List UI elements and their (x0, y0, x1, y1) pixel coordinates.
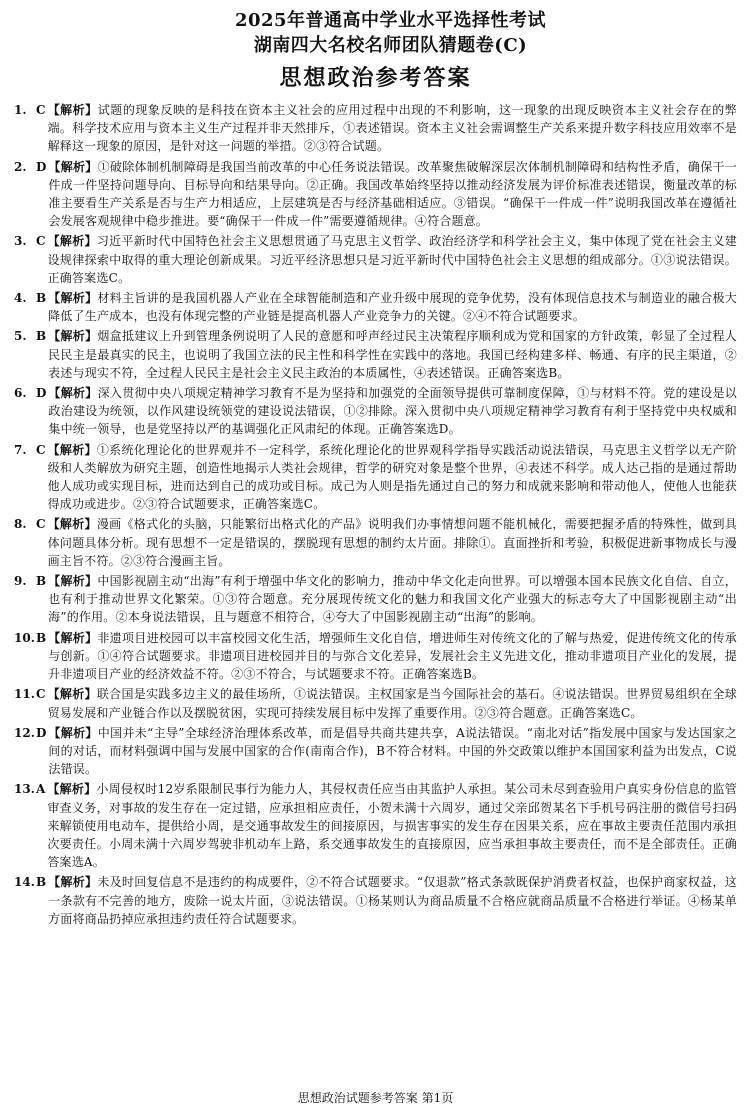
answer-item (14, 101, 737, 156)
answer-explanation (48, 232, 737, 287)
answer-number: 5. (14, 329, 27, 344)
answer-explanation (48, 327, 737, 382)
answer-explanation (48, 629, 737, 684)
answer-number: 13. (14, 782, 35, 797)
explanation-text: 试题的现象反映的是科技在资本主义社会的应用过程中出现的不利影响，这一现象的出现反映资本主义社会存在的弊端。科学技术应用与资本主义生产过程并非天然排斥，①表述错误。资本主义社会需调整生产关系来提升数字科技应用效率不是解释这一现象的原因，是针对这一问题的举措。②③符合试题。 (47, 103, 737, 154)
answer-key: A (36, 782, 46, 797)
answer-number: 10. (14, 630, 35, 645)
analysis-tag: 【解析】 (47, 234, 97, 249)
answer-number: 4. (14, 291, 27, 306)
answer-explanation (48, 101, 737, 156)
answer-key: C (36, 687, 46, 702)
answer-item (14, 873, 737, 928)
explanation-text: 小周侵权时12岁系限制民事行为能力人，其侵权责任应当由其监护人承担。某公司未尽到查验用户真实身份信息的监管审查义务，对事故的发生存在一定过错，应承担相应责任，小贺未满十六周岁，通过父亲邱贺某名下手机号码注册的微信号扫码来解锁使用电动车，提供给小周，是交通事故发生的间接原因，与损害事实的发生存在因果关系，应在事故主要责任范围内承担次要责任。小周未满十六周岁驾驶非机动车上路，系交通事故发生的直接原因，应当承担事故主要责任，而不是全部责任。正确答案选A。 (47, 782, 737, 870)
analysis-tag: 【解析】 (48, 329, 98, 344)
answer-key: B (36, 574, 47, 589)
explanation-text: 习近平新时代中国特色社会主义思想贯通了马克思主义哲学、政治经济学和科学社会主义，集中体现了党在社会主义建设规律探索中取得的重大理论创新成果。习近平经济思想只是习近平新时代中国特色社会主义思想的组成部分。①③说法错误。正确答案选C。 (47, 234, 737, 285)
analysis-tag: 【解析】 (47, 442, 97, 457)
answer-item (14, 289, 737, 325)
explanation-text: 中国并未“主导”全球经济治理体系改革，而是倡导共商共建共享，A说法错误。“南北对话”指发展中国家与发达国家之间的对话，而材料强调中国与发展中国家的合作(南南合作)，B不符合材料。中国的外交政策以维护本国国家利益为出发点，C说法错误。 (48, 725, 737, 777)
analysis-tag: 【解析】 (48, 875, 98, 890)
explanation-text: 烟盒抵建议上升到管理条例说明了人民的意愿和呼声经过民主决策程序顺利成为党和国家的方针政策，彰显了全过程人民民主是最真实的民主，也说明了我国立法的民主性和科学性在实践中的落地。我国已经构建多样、畅通、有序的民主渠道，②表述与现实不符，全过程人民民主是社会主义民主政治的本质属性，④表述错误。正确答案选B。 (48, 329, 737, 380)
answer-key: C (36, 103, 46, 117)
page-title: 思想政治参考答案 (279, 65, 472, 91)
explanation-text: 联合国是实践多边主义的最佳场所，①说法错误。主权国家是当今国际社会的基石。④说法错误。世界贸易组织在全球贸易发展和产业链合作以及摆脱贫困，实现可持续发展目标中发挥了重要作用。②③符合题意。正确答案选C。 (47, 687, 737, 720)
answer-item (14, 572, 737, 627)
explanation-text: 非遗项目进校园可以丰富校园文化生活，增强师生文化自信，增进师生对传统文化的了解与热爱，促进传统文化的传承与创新。①④符合试题要求。非遗项目进校园并目的与弥合文化差异，发展社会主义先进文化，推动非遗项目产业化的发展，提升非遗项目产业的经济效益不符。②③不符合，与试题要求不符。正确答案选B。 (48, 630, 737, 682)
answer-number: 12. (14, 725, 35, 740)
analysis-tag: 【解析】 (47, 103, 98, 117)
answer-key: C (36, 442, 46, 457)
answer-item (14, 724, 737, 779)
analysis-tag: 【解析】 (48, 291, 98, 306)
analysis-tag: 【解析】 (48, 159, 98, 174)
answer-number: 11. (14, 687, 35, 702)
answer-number: 14. (14, 875, 35, 890)
answer-item (14, 629, 737, 684)
analysis-tag: 【解析】 (48, 630, 98, 645)
answer-item (14, 158, 737, 231)
explanation-text: 材料主旨讲的是我国机器人产业在全球智能制造和产业升级中展现的竞争优势，没有体现信息技术与制造业的融合极大降低了生产成本，也没有体现完整的产业链是提高机器人产业竞争力的关键。②④不符合试题要求。 (48, 291, 737, 324)
answer-number: 3. (14, 234, 27, 249)
answer-explanation (48, 384, 737, 439)
answer-key: C (36, 517, 46, 532)
document-header (14, 8, 737, 93)
answer-number: 6. (14, 386, 27, 401)
answer-key: D (36, 386, 47, 401)
answer-explanation (48, 873, 737, 928)
exam-subtitle: 湖南四大名校名师团队猜题卷(C) (253, 35, 528, 56)
explanation-text: 未及时回复信息不是违约的构成要件，②不符合试题要求。“仅退款”格式条款既保护消费者权益，也保护商家权益，这一条款有不完善的地方，废除一说太片面，③说法错误。①杨某则认为商品质量不合格应就商品质量不合格进行举证。④杨某单方面将商品扔掉应承担违约责任符合试题要求。 (48, 875, 737, 926)
answer-explanation (48, 724, 737, 779)
answer-item (14, 441, 737, 514)
explanation-text: 中国影视剧主动“出海”有利于增强中华文化的影响力，推动中华文化走向世界。可以增强本国本民族文化自信、自立，也有利于推动世界文化繁荣。①③符合题意。充分展现传统文化的魅力和我国文化产业强大的标志夸大了中国影视剧主动“出海”的作用。②本身说法错误，且与题意不相符合，④夸大了中国影视剧主动“出海”的影响。 (48, 574, 737, 625)
answer-item (14, 780, 737, 871)
answer-key: B (36, 329, 47, 344)
answer-list (14, 101, 737, 928)
answer-explanation (48, 158, 737, 231)
exam-title: 2025年普通高中学业水平选择性考试 (234, 10, 547, 31)
answer-key: C (36, 234, 46, 249)
answer-key: B (36, 291, 47, 306)
analysis-tag: 【解析】 (47, 517, 97, 532)
explanation-text: 漫画《格式化的头脑，只能繁衍出格式化的产品》说明我们办事情想问题不能机械化，需要把握矛盾的特殊性，做到具体问题具体分析。现有思想不一定是错误的，摆脱现有思想的制约太片面。排除①。直面挫折和考验，积极促进新事物成长与漫画主旨不符。②③符合漫画主旨。 (47, 517, 737, 568)
explanation-text: 深入贯彻中央八项规定精神学习教育不是为坚持和加强党的全面领导提供可靠制度保障，①与材料不符。党的建设是以政治建设为统领，以作风建设统领党的建设说法错误，①②排除。深入贯彻中央八项规定精神学习教育有利于坚持党中央权威和集中统一领导，也是党坚持以严的基调强化正风肃纪的体现。正确答案选D。 (48, 386, 737, 437)
answer-item (14, 327, 737, 382)
answer-explanation (47, 780, 737, 871)
answer-number: 8. (14, 517, 27, 532)
analysis-tag: 【解析】 (48, 574, 98, 589)
analysis-tag: 【解析】 (47, 687, 97, 702)
answer-item (14, 232, 737, 287)
answer-explanation (48, 685, 737, 721)
explanation-text: ①破除体制机制障碍是我国当前改革的中心任务说法错误。改革聚焦破解深层次体制机制障碍和结构性矛盾，确保干一件成一件坚持问题导向、目标导向和结果导向。②正确。我国改革始终坚持以推动经济发展为评价标准表述错误，衡量改革的标准主要看生产关系是否与生产力相适应，上层建筑是否与经济基础相适应。③错误。“确保干一件成一件”说明我国改革在遵循社会发展客观规律中稳步推进。要“确保干一件成一件”需要遵循规律。④符合题意。 (48, 159, 737, 229)
answer-number: 7. (14, 442, 27, 457)
answer-number: 2. (14, 159, 27, 174)
analysis-tag: 【解析】 (48, 725, 98, 740)
answer-item (14, 515, 737, 570)
answer-item (14, 685, 737, 721)
answer-number: 1. (14, 103, 27, 117)
answer-item (14, 384, 737, 439)
page-footer: 思想政治试题参考答案 第1页 (297, 1091, 454, 1105)
answer-key: D (36, 725, 47, 740)
analysis-tag: 【解析】 (48, 386, 98, 401)
explanation-text: ①系统化理论化的世界观并不一定科学，系统化理论化的世界观科学指导实践活动说法错误，马克思主义哲学以无产阶级和人类解放为研究主题，创造性地揭示人类社会规律，哲学的研究对象是整个世界，④表述不科学。成人达己指的是通过帮助他人成功或实现目标，进而达到自己的成功或目标。成己为人则是指先通过自己的努力和成就来影响和带动他人，使他人也能获得成功或进步。②③符合试题要求，正确答案选C。 (47, 442, 737, 512)
answer-explanation (48, 515, 737, 570)
answer-key: D (36, 159, 47, 174)
answer-key: B (36, 630, 47, 645)
answer-explanation (48, 289, 737, 325)
answer-explanation (48, 572, 737, 627)
answer-key: B (36, 875, 47, 890)
answer-explanation (48, 441, 737, 514)
answer-number: 9. (14, 574, 27, 589)
analysis-tag: 【解析】 (47, 782, 97, 797)
